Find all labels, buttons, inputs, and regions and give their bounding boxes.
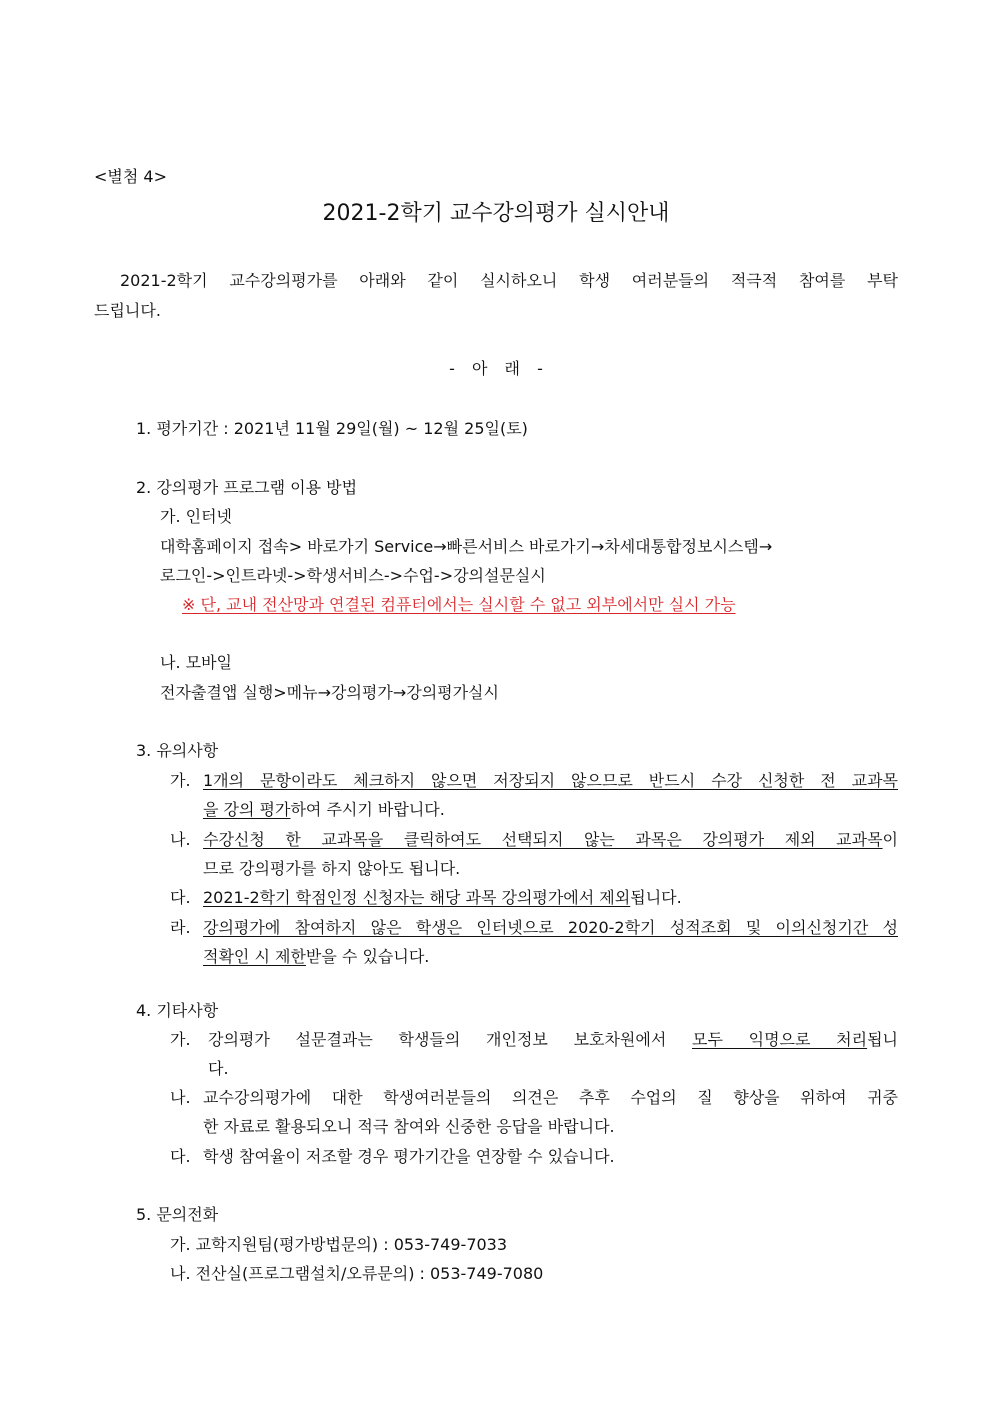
notice-b-line-2: 므로 강의평가를 하지 않아도 됩니다. [203,859,461,878]
internet-path-1: 대학홈페이지 접속> 바로가기 Service→빠른서비스 바로가기→차세대통합정보시스템→ [160,537,773,556]
section-2-heading: 2. 강의평가 프로그램 이용 방법 [136,478,358,497]
misc-b-line-1: 교수강의평가에 대한 학생여러분들의 의견은 추후 수업의 질 향상을 위하여 귀중 [203,1088,898,1107]
notice-c-rest: 됩니다. [630,888,682,907]
notice-c-underline: 2021-2학기 학점인정 신청자는 해당 과목 강의평가에서 제외 [203,888,631,907]
notice-c-line-1 [203,887,682,909]
section-5-heading: 5. 문의전화 [136,1205,219,1224]
notice-a-underline: 을 강의 평가 [203,800,291,819]
notice-b-line-1 [203,829,898,851]
intro-line-2: 드립니다. [94,301,161,320]
below-marker: - 아 래 - [449,359,543,378]
notice-b-rest: 이 [882,830,898,849]
notice-d-marker: 라. [170,918,191,937]
section-3-heading: 3. 유의사항 [136,741,219,760]
misc-a-tail: 됩니 [867,1030,898,1049]
notice-d-line-2 [203,946,429,968]
mobile-path: 전자출결앱 실행>메뉴→강의평가→강의평가실시 [160,683,499,702]
internet-path-2: 로그인->인트라넷->학생서비스->수업->강의설문실시 [160,566,546,585]
notice-c-marker: 다. [170,888,191,907]
page-title: 2021-2학기 교수강의평가 실시안내 [322,201,670,226]
misc-a-line-1 [208,1029,898,1051]
misc-c-marker: 다. [170,1147,191,1166]
notice-a-line-1: 1개의 문항이라도 체크하지 않으면 저장되지 않으므로 반드시 수강 신청한 전 교과목 [203,771,898,790]
intro-line-1: 2021-2학기 교수강의평가를 아래와 같이 실시하오니 학생 여러분들의 적극적 참여를 부탁 [120,271,898,290]
misc-a-underline: 모두 익명으로 처리 [692,1030,868,1049]
contact-academic-support: 가. 교학지원팀(평가방법문의) : 053-749-7033 [170,1235,508,1254]
internet-warning-note: ※ 단, 교내 전산망과 연결된 컴퓨터에서는 실시할 수 없고 외부에서만 실시 가능 [182,595,736,614]
notice-a-rest: 하여 주시기 바랍니다. [290,800,445,819]
misc-a-line-2: 다. [208,1059,229,1078]
section-4-heading: 4. 기타사항 [136,1001,219,1020]
internet-label: 가. 인터넷 [160,507,232,526]
section-1-period: 1. 평가기간 : 2021년 11월 29일(월) ~ 12월 25일(토) [136,419,528,438]
mobile-label: 나. 모바일 [160,653,232,672]
misc-b-marker: 나. [170,1088,191,1107]
misc-a-text: 강의평가 설문결과는 학생들의 개인정보 보호차원에서 [208,1030,693,1049]
attachment-label: <별첨 4> [94,167,167,186]
notice-b-marker: 나. [170,830,191,849]
contact-computer-center: 나. 전산실(프로그램설치/오류문의) : 053-749-7080 [170,1264,544,1283]
notice-d-rest: 받을 수 있습니다. [305,947,430,966]
notice-b-underline: 수강신청 한 교과목을 클릭하여도 선택되지 않는 과목은 강의평가 제외 교과목 [203,830,883,849]
misc-a-marker: 가. [170,1030,191,1049]
notice-d-underline: 적확인 시 제한 [203,947,306,966]
notice-d-line-1: 강의평가에 참여하지 않은 학생은 인터넷으로 2020-2학기 성적조회 및 이의신청기간 성 [203,918,898,937]
notice-a-line-2 [203,799,445,821]
misc-b-line-2: 한 자료로 활용되오니 적극 참여와 신중한 응답을 바랍니다. [203,1117,615,1136]
notice-a-marker: 가. [170,771,191,790]
misc-c-line-1: 학생 참여율이 저조할 경우 평가기간을 연장할 수 있습니다. [203,1147,615,1166]
